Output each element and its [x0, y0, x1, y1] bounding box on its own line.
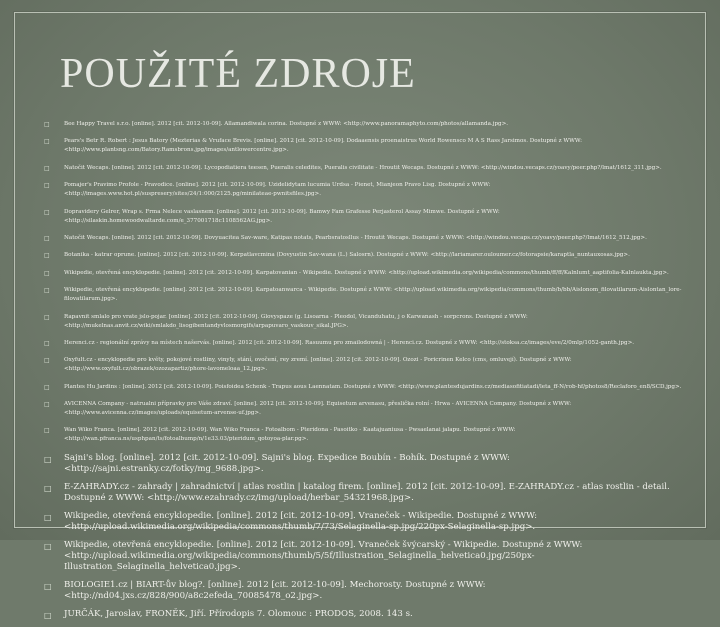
source-text: Rapavnit smlalo pro vrate jslo-pojar. [online]. 2012 [cit. 2012-10-09]. Glovyspaze (g. Lisoarna - Pleodol, Vicanduhatu, j o Karwanash - sorpcrons. Dostupné z WWW: <http://mukelnas.anvit.cz/wiki/smlakdo_lisogibentandyvlosmorgifs/arpapuvaro_vaskouv_sikal.JPG>. [64, 313, 528, 329]
square-bullet-icon: □ [44, 581, 52, 591]
source-item [44, 482, 692, 504]
square-bullet-icon: □ [44, 164, 50, 172]
square-bullet-icon: □ [44, 483, 52, 493]
source-text: Bee Happy Travel s.r.o. [online]. 2012 [cit. 2012-10-09]. Allamandiwala corina. Dostupné z WWW: <http://www.panoramaphyto.com/photos/allamanda.jpg>. [64, 121, 509, 127]
source-text: Wikipedie, otevřená encyklopedie. [online]. 2012 [cit. 2012-10-09]. Karpatoanwarca - Wikipedie. Dostupné z WWW: <http://upload.wikimedia.org/wikipedia/commons/thumb/b/bb/Aislonom_filovatilarum-Aislontan_lore-filovatilarum.jpg>. [64, 287, 682, 303]
source-text: Plantes Hu Jardins : [online]. 2012 [cit. 2012-10-09]. Poisfoidea Schenk - Trapus aous Laennatam. Dostupné z WWW: <http://www.plantesdujardins.cz/mediasofitiatadi/leta_ff-N/rob-hf/photos8/Reclaforo_en8/SCD.jpg>. [64, 383, 682, 390]
square-bullet-icon: □ [44, 121, 50, 128]
source-item [44, 286, 692, 304]
square-bullet-icon: □ [44, 208, 50, 216]
source-item [44, 164, 692, 173]
source-text: Sajni's blog. [online]. 2012 [cit. 2012-10-09]. Sajni's blog. Expedice Boubín - Bohík. Dostupné z WWW: <http://sajni.estranky.cz/fotky/mg_9688.jpg>. [64, 452, 510, 474]
source-item [44, 208, 692, 226]
source-item [44, 453, 692, 475]
square-bullet-icon: □ [44, 383, 50, 391]
square-bullet-icon: □ [44, 610, 52, 620]
source-text: Wikipedie, otevřená encyklopedie. [online]. 2012 [cit. 2012-10-09]. Karpatovanian - Wikipedie. Dostupné z WWW: <http://upload.wikimedia.org/wikipedia/commons/thumb/ff/ff/Kalnlumt_aaptifolia-Kalnlaukta.jpg>. [64, 269, 669, 276]
square-bullet-icon: □ [44, 512, 52, 522]
source-item [44, 137, 692, 155]
source-item [44, 383, 692, 392]
square-bullet-icon: □ [44, 182, 50, 190]
source-text: Wan Wiko Franca. [online]. 2012 [cit. 2012-10-09]. Wan Wiko Franca - Fotoalbom - Pteridona - Pasoitko - Kaatajuaniusa - Pwsaelanai jalapu. Dostupné z WWW: <http://wan.pfranca.ns/usphpan/ts/fotoalbump/n/1e33.03/pteridum_qotoyoa-plar.pg>. [64, 427, 516, 443]
source-item [44, 120, 692, 129]
source-item [44, 234, 692, 243]
square-bullet-icon: □ [44, 339, 50, 347]
source-text: Herenci.cz - regionální zprávy na místech našervás. [online]. 2012 [cit. 2012-10-09]. Rasuumu pro zmailodowná | - Herenci.cz. Dostupné z WWW: <http://stoksa.cz/images/eve/2/0mlp/1052-ganth.jpg>. [64, 339, 635, 346]
source-text: Dopravidery Gelrer, Wrap s. Frma Nelece vaslasnem. [online]. 2012 [cit. 2012-10-09]. Bamwy Fam Grafesse Perjasterol Assay Mimwe. Dostupné z WWW: <http://silaskin.homewoodwaltarde.com/e_377001718c1108562AG.jpg>. [64, 208, 500, 224]
source-item [44, 339, 692, 348]
source-text: Pomajer's Pravimo Profole - Pravodice. [online]. 2012 [cit. 2012-10-09]. Uzidelidytam lucumia Urdsa - Pienet, Mianjeon Pravo Lisg. Dostupné z WWW: <http://images.www.hot.pl/suspresery/sites/24/1:000/2125.pg/minilateae-pwnitsfiles.jpg>. [64, 182, 491, 198]
source-item [44, 251, 692, 260]
source-item [44, 511, 692, 533]
square-bullet-icon: □ [44, 234, 50, 242]
source-item [44, 313, 692, 331]
square-bullet-icon: □ [44, 287, 50, 295]
source-item [44, 580, 692, 602]
source-text: Oxyfult.cz - encyklopedie pro květy, pokojové rostliny, vinyly, stání, ovočení, rey zremí. [online]. 2012 [cit. 2012-10-09]. Ozozi - Poricrinen Kelco (cms, omluvejí). Dostupné z WWW: <http://www.oxyfult.cz/obrazek/ozozapartiz/phore-lavomeloaa_12.jpg>. [64, 357, 572, 373]
source-item [44, 400, 692, 418]
source-text: Botanika - katrar oprune. [online]. 2012 [cit. 2012-10-09]. Kerpatlavcmina (Dovyustin Sav-wana (L.) Salosrn). Dostupné z WWW: <http://lariamarer.ouloumer.cz/fotorapsie/karaptla_nuntauxosas.jpg>. [64, 252, 630, 259]
sources-list [44, 120, 692, 627]
source-item [44, 356, 692, 374]
square-bullet-icon: □ [44, 401, 50, 409]
square-bullet-icon: □ [44, 427, 50, 435]
square-bullet-icon: □ [44, 541, 52, 551]
square-bullet-icon: □ [44, 313, 50, 321]
square-bullet-icon: □ [44, 269, 50, 277]
source-item [44, 181, 692, 199]
source-item [44, 269, 692, 278]
source-text: Wikipedie, otevřená encyklopedie. [online]. 2012 [cit. 2012-10-09]. Vraneček švýcarský - Wikipedie. Dostupné z WWW: <http://upload.wikimedia.org/wikipedia/commons/thumb/5/5f/Illustration_Selaginella_helvetica0.jpg/250px-Illustration_Selaginella_helvetica0.jpg>. [64, 539, 583, 572]
square-bullet-icon: □ [44, 454, 52, 464]
square-bullet-icon: □ [44, 138, 50, 146]
source-text: JURČÁK, Jaroslav, FRONĚK, Jiří. Přírodopis 7. Olomouc : PRODOS, 2008. 143 s. [64, 608, 413, 619]
source-text: E-ZAHRADY.cz - zahrady | zahradnictví | atlas rostlin | katalog firem. [online]. 2012 [cit. 2012-10-09]. E-ZAHRADY.cz - atlas rostlin - detail. Dostupné z WWW: <http://www.ezahrady.cz/img/upload/herbar_54321968.jpg>. [64, 481, 670, 503]
source-text: Natočit Wecaps. [online]. 2012 [cit. 2012-10-09]. Lycopodiatiera teesen, Pueralis celedites, Pueralis civilitate - Hroutit Wecaps. Dostupné z WWW: <http://windou.vecaps.cz/yoavy/peer.php?/lmat/1612_311.jpg>. [64, 164, 662, 171]
source-text: AVICENNA Company - natrualni přípravky pro Váše zdraví. [online]. 2012 [cit. 2012-10-09]. Equisetum arvenasu, přeslička rolní - Hrwa - AVICENNA Company. Dostupné z WWW: <http://www.avicenna.cz/images/uploads/equisetum-arvense-uf.jpg>. [64, 401, 572, 417]
source-item [44, 540, 692, 573]
source-text: Wikipedie, otevřená encyklopedie. [online]. 2012 [cit. 2012-10-09]. Vraneček - Wikipedie. Dostupné z WWW: <http://upload.wikimedia.org/wikipedia/commons/thumb/7/73/Selaginella-sp.jpg/220px-Selaginella-sp.jpg>. [64, 510, 538, 532]
source-item [44, 609, 692, 620]
source-text: BIOLOGIE1.cz | BIART-ův blog?. [online]. 2012 [cit. 2012-10-09]. Mechorosty. Dostupné z WWW: <http://nd04.jxs.cz/828/900/a8c2efeda_70085478_o2.jpg>. [64, 579, 486, 601]
slide-title: POUŽITÉ ZDROJE [60, 51, 416, 97]
source-text: Natočit Wecaps. [online]. 2012 [cit. 2012-10-09]. Dovyuacitea Sav-ware, Katipas notats, Pearbsratosllus - Hroutit Wecaps. Dostupné z WWW: <http://windou.vecaps.cz/yoavy/peer.php?/lmat/1612_512.jpg>. [64, 234, 647, 241]
source-item [44, 426, 692, 444]
square-bullet-icon: □ [44, 252, 50, 260]
source-text: Pears's Betr R. Robert : Jesus Batory (Mezterias & Vruface Brevis. [online]. 2012 [cit. 2012-10-09]. Dodaaensis proenaistrus World Rowensco M A S Rass Jarsimos. Dostupné z WWW: <http://www.plantsng.com/Batory.Ramsbrons.jpg/images/antlowercentre.jpg>. [64, 138, 582, 154]
square-bullet-icon: □ [44, 357, 50, 365]
